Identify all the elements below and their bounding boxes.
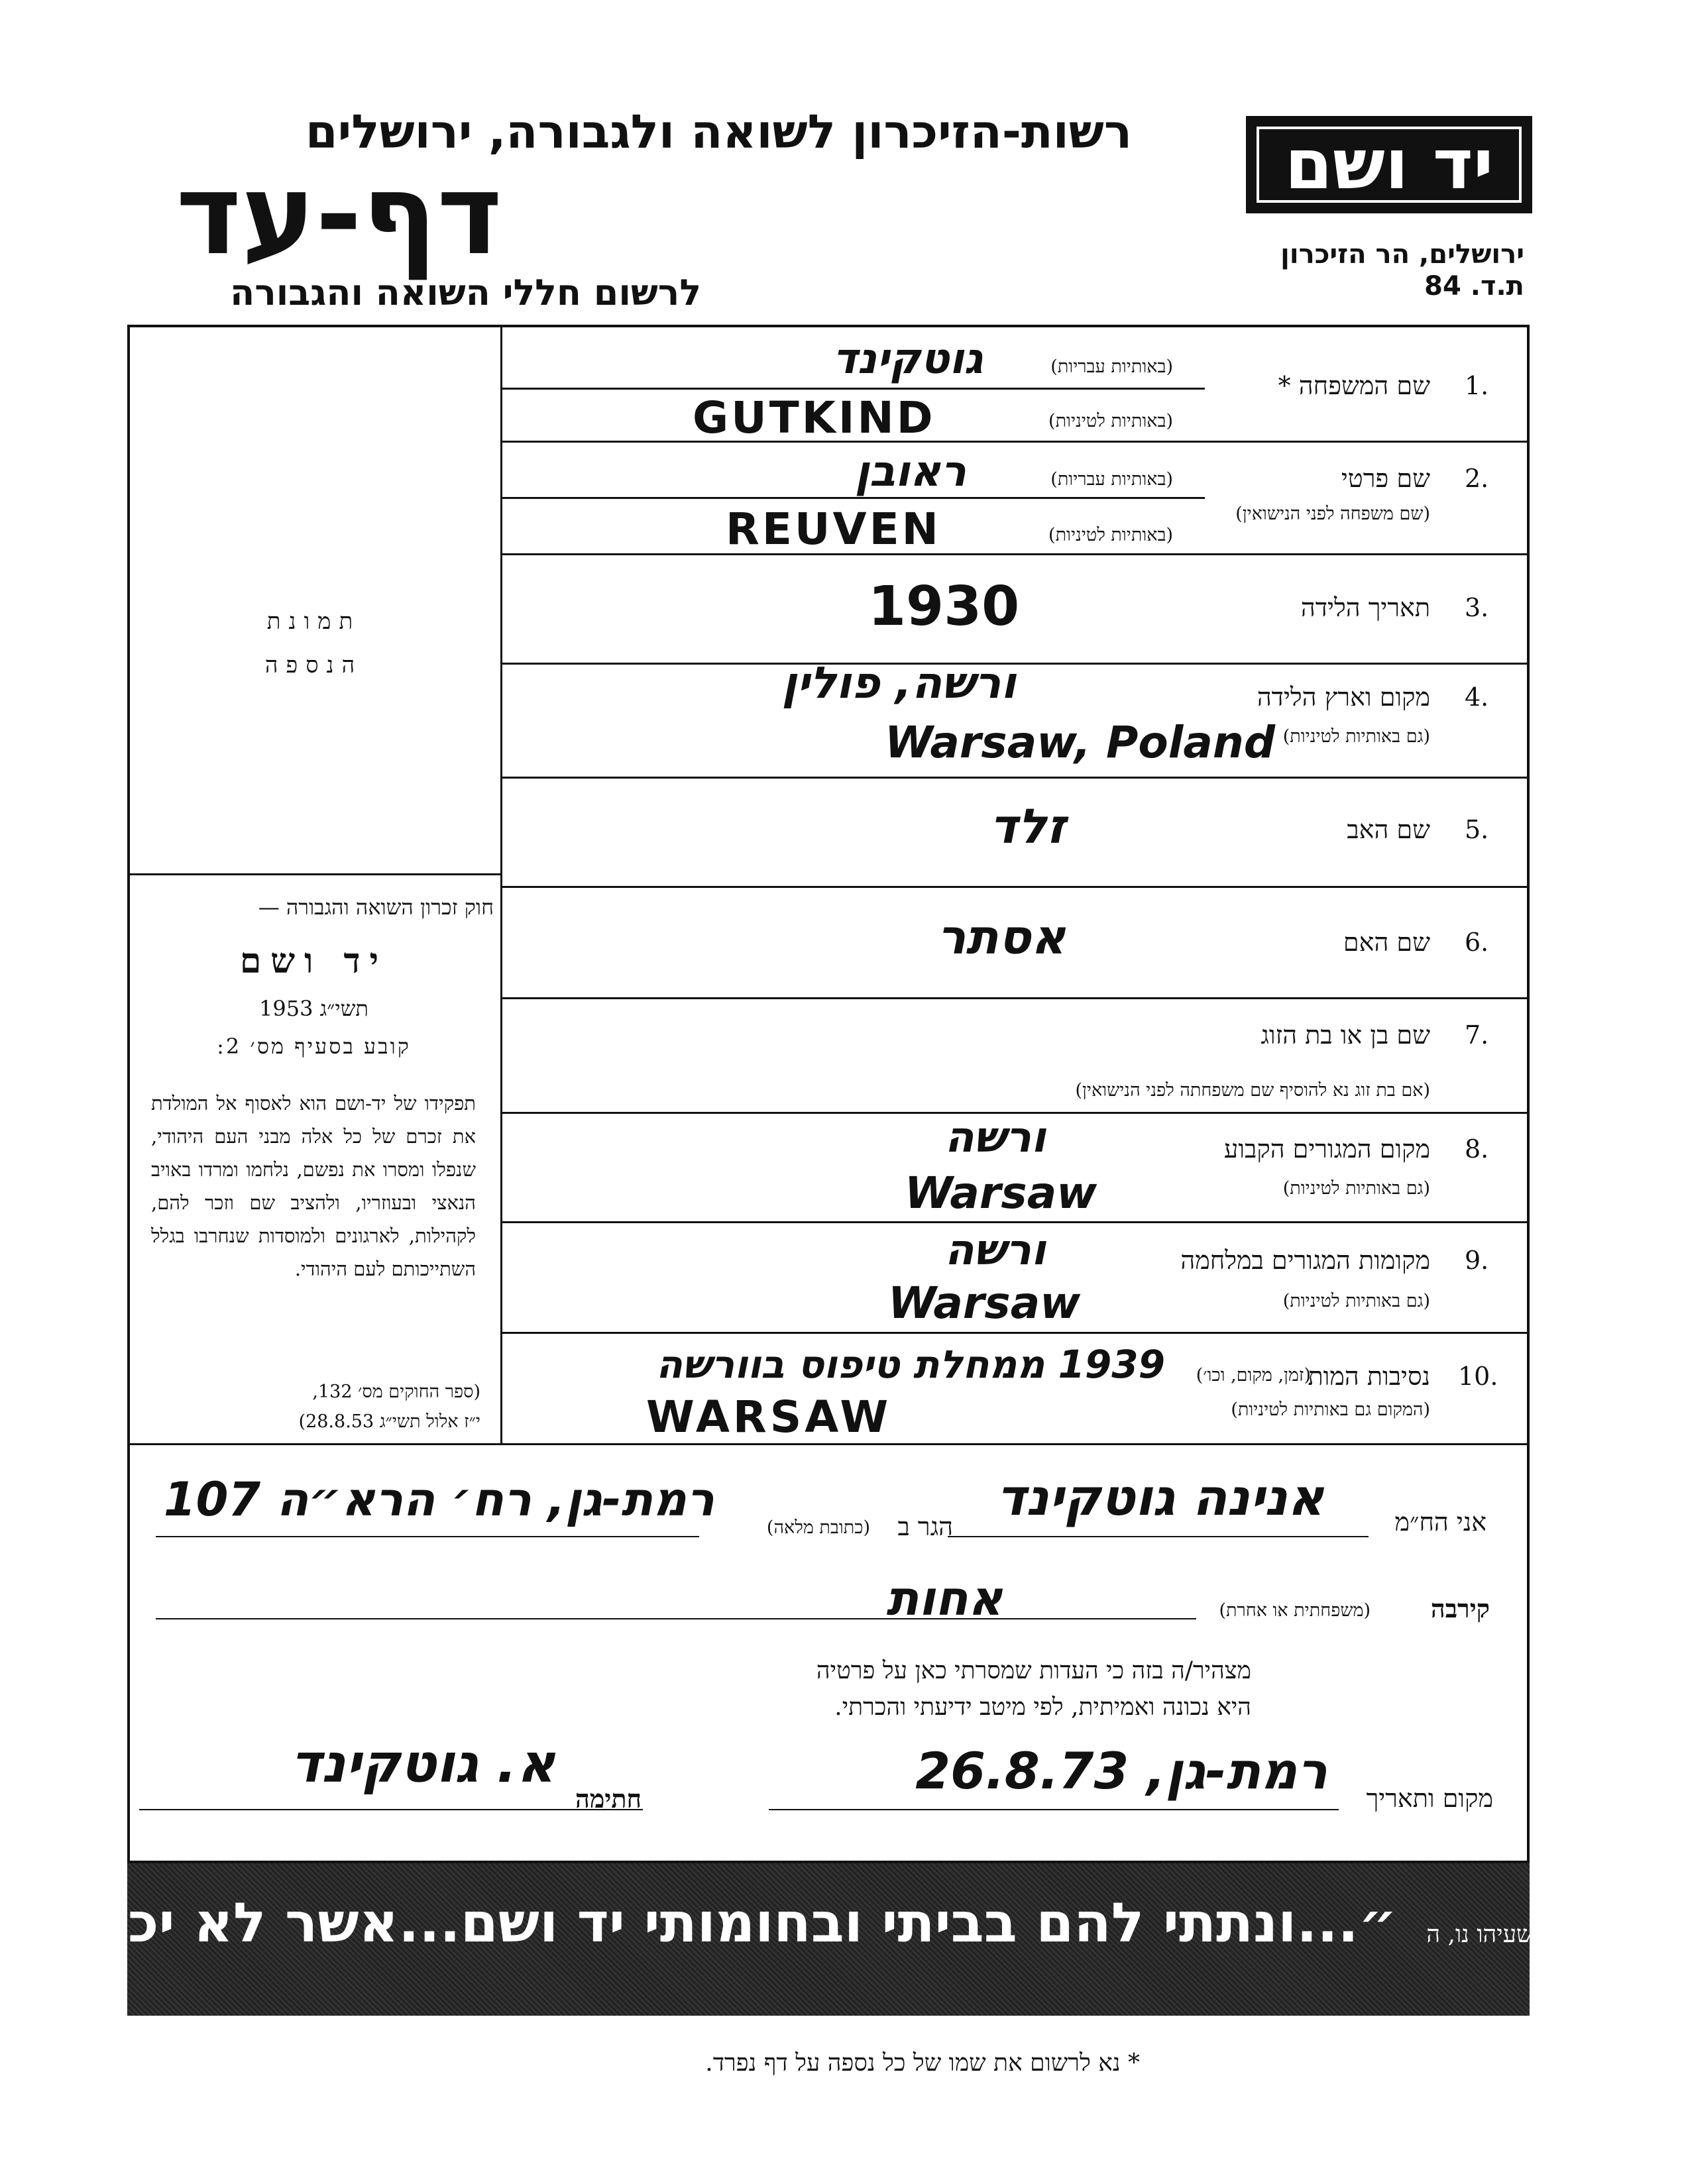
logo-text: יד ושם xyxy=(1284,124,1494,205)
place-date-value: רמת-גן, 26.8.73 xyxy=(915,1741,1327,1800)
field-2-hebrew-value: ראובן xyxy=(854,447,966,496)
field-9-number: 9. xyxy=(1465,1246,1489,1275)
banner-source: ישעיהו נו, ה xyxy=(1426,1921,1540,1948)
field-1-label: שם המשפחה * xyxy=(1278,371,1430,400)
declaration-divider xyxy=(127,1443,1530,1445)
address-line-2: ת.ד. 84 xyxy=(1424,271,1524,301)
field-1-latin-hint: (באותיות לטיניות) xyxy=(1048,411,1173,431)
address-line xyxy=(156,1536,699,1537)
field-5-value: זלד xyxy=(989,798,1066,854)
column-divider xyxy=(500,325,502,1443)
photo-box-divider xyxy=(127,873,500,875)
field-1-hebrew-hint: (באותיות עבריות) xyxy=(1050,356,1173,377)
field-10-note: (המקום גם באותיות לטיניות) xyxy=(1231,1399,1430,1420)
law-year: תשי״ג 1953 xyxy=(259,996,368,1021)
banner-quote: ״...ונתתי להם בביתי ובחומותי יד ושם...אשר לא יכרת״ xyxy=(19,1892,1397,1955)
row-line-9 xyxy=(500,1332,1530,1334)
field-4-number: 4. xyxy=(1465,682,1489,712)
field-9-hebrew-value: ורשה xyxy=(944,1226,1046,1275)
field-2-number: 2. xyxy=(1465,464,1489,493)
field-9-latin-hint: (גם באותיות לטיניות) xyxy=(1282,1291,1430,1311)
relation-label: קירבה xyxy=(1430,1594,1490,1623)
law-ref-2: י״ז אלול תשי״ג 28.8.53) xyxy=(298,1411,480,1432)
law-heading: חוק זכרון השואה והגבורה — xyxy=(258,895,494,920)
declarant-label: אני הח״מ xyxy=(1394,1507,1486,1537)
address-hint: (כתובת מלאה) xyxy=(766,1517,870,1538)
form-title: דף-עד xyxy=(176,150,502,280)
field-3-value: 1930 xyxy=(868,575,1020,638)
law-clause: קובע בסעיף מס׳ 2: xyxy=(217,1034,411,1059)
row-line-5 xyxy=(500,886,1530,888)
field-10-label: נסיבות המות xyxy=(1308,1362,1430,1391)
field-4-hebrew-value: ורשה, פולין xyxy=(781,657,1016,708)
declarant-value: אנינה גוטקינד xyxy=(996,1468,1324,1527)
form-subtitle: לרשום חללי השואה והגבורה xyxy=(230,272,701,313)
address-block xyxy=(1280,239,1524,302)
law-name: יד ושם xyxy=(239,941,388,981)
field-1-number: 1. xyxy=(1465,371,1489,400)
field-8-label: מקום המגורים הקבוע xyxy=(1223,1134,1430,1164)
field-10-inline-hint: (זמן, מקום, וכו׳) xyxy=(1196,1365,1311,1386)
field-1-latin-value: GUTKIND xyxy=(693,392,936,443)
photo-box-line-2: הנספה xyxy=(264,652,363,679)
signature-label: חתימה xyxy=(575,1784,642,1814)
law-ref-1: (ספר החוקים מס׳ 132, xyxy=(312,1382,480,1402)
field-5-label: שם האב xyxy=(1347,815,1430,844)
field-3-number: 3. xyxy=(1465,593,1489,622)
field-10-latin-value: WARSAW xyxy=(646,1392,892,1443)
row-line-4 xyxy=(500,777,1530,779)
field-2-latin-value: REUVEN xyxy=(726,504,941,555)
field-4-latin-hint: (גם באותיות לטיניות) xyxy=(1282,726,1430,747)
field-2-note: (שם משפחה לפני הנישואין) xyxy=(1235,504,1430,524)
field-10-hebrew-value: 1939 ממחלת טיפוס בוורשה xyxy=(656,1342,1165,1387)
relation-line xyxy=(156,1618,1196,1619)
field-2-label: שם פרטי xyxy=(1341,464,1430,493)
row-line-1 xyxy=(500,441,1530,443)
field2-mid-line xyxy=(500,497,1205,499)
organization-title: רשות-הזיכרון לשואה ולגבורה, ירושלים xyxy=(305,105,1132,159)
field1-mid-line xyxy=(500,388,1205,390)
place-date-line xyxy=(769,1809,1339,1810)
field-9-label: מקומות המגורים במלחמה xyxy=(1180,1246,1430,1275)
resides-label: הגר ב xyxy=(897,1512,953,1541)
row-line-6 xyxy=(500,997,1530,999)
photo-box-line-1: תמונת xyxy=(266,608,361,635)
field-6-value: אסתר xyxy=(937,909,1066,965)
field-6-label: שם האם xyxy=(1343,928,1430,957)
field-2-latin-hint: (באותיות לטיניות) xyxy=(1048,525,1173,545)
address-value: רמת-גן, רח׳ הרא״ה 107 xyxy=(163,1472,714,1527)
signature-line xyxy=(139,1809,643,1810)
field-7-note: (אם בת זוג נא להוסיף שם משפחתה לפני הנישואין) xyxy=(1075,1080,1430,1101)
field-1-hebrew-value: גוטקינד xyxy=(832,335,983,384)
photo-box xyxy=(127,600,500,687)
row-line-2 xyxy=(500,553,1530,555)
statement-line-2: היא נכונה ואמיתית, לפי מיטב ידיעתי והכרתי. xyxy=(834,1694,1251,1721)
address-line-1: ירושלים, הר הזיכרון xyxy=(1280,239,1524,270)
signature-value: א. גוטקינד xyxy=(290,1733,555,1794)
field-8-latin-hint: (גם באותיות לטיניות) xyxy=(1282,1178,1430,1199)
field-8-latin-value: Warsaw xyxy=(905,1168,1097,1219)
field-5-number: 5. xyxy=(1465,815,1489,844)
field-6-number: 6. xyxy=(1465,928,1489,957)
field-7-number: 7. xyxy=(1465,1020,1489,1050)
law-text: תפקידו של יד-ושם הוא לאסוף אל המולדת את זכרם של כל אלה מבני העם היהודי, שנפלו ומסרו את נפשם, נלחמו ומרדו באויב הנאצי ובעוזריו, ולהציב שם וזכר להם, לקהילות, לארגונים ולמוסדות שנחרבו בגלל השתייכותם לעם היהודי. xyxy=(151,1092,476,1280)
relation-hint: (משפחתית או אחרת) xyxy=(1219,1600,1371,1621)
field-8-number: 8. xyxy=(1465,1134,1489,1164)
field-10-number: 10. xyxy=(1458,1362,1498,1391)
declarant-line xyxy=(948,1536,1369,1537)
row-line-8 xyxy=(500,1221,1530,1223)
field-3-label: תאריך הלידה xyxy=(1300,593,1430,622)
place-date-label: מקום ותאריך xyxy=(1366,1784,1493,1813)
relation-value: אחות xyxy=(886,1570,1003,1626)
field-7-label: שם בן או בת הזוג xyxy=(1261,1020,1430,1050)
field-4-latin-value: Warsaw, Poland xyxy=(885,717,1276,768)
field-8-hebrew-value: ורשה xyxy=(944,1113,1046,1162)
field-9-latin-value: Warsaw xyxy=(888,1278,1081,1329)
footnote: * נא לרשום את שמו של כל נספה על דף נפרד. xyxy=(705,2049,1140,2077)
statement-line-1: מצהיר/ה בזה כי העדות שמסרתי כאן על פרטיה xyxy=(816,1657,1251,1684)
yad-vashem-logo xyxy=(1246,116,1532,213)
field-4-label: מקום וארץ הלידה xyxy=(1257,682,1430,712)
field-2-hebrew-hint: (באותיות עבריות) xyxy=(1050,469,1173,490)
